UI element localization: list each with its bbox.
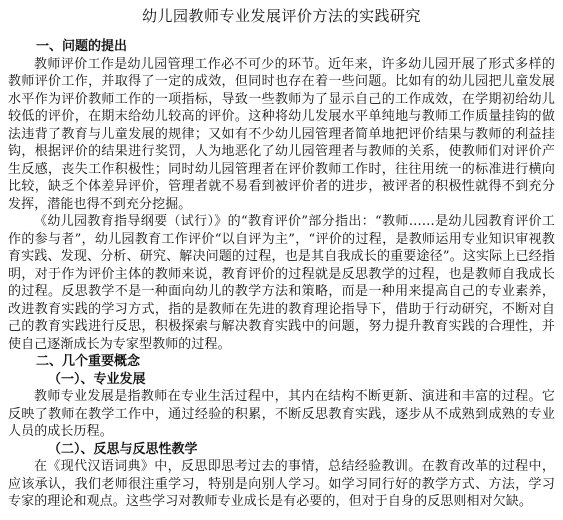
body-paragraph: 《幼儿园教育指导纲要（试行）》的“教育评价”部分指出：“教师……是幼儿园教育评价工作的参与者”，幼儿园教育工作评价“以自评为主”，“评价的过程，是教师运用专业知识审视教育实践、发现、分析、研究、解决问题的过程，也是其自我成长的重要途径”。这实际上已经指明，对于作为评价主体的教师来说，教育评价的过程就是反思教学的过程，也是教师自我成长的过程。反思教学不是一种面向幼儿的教学方法和策略，而是一种用来提高自己的专业素养，改进教育实践的学习方式，指的是教师在先进的教育理论指导下，借助于行动研究，不断对自己的教育实践进行反思，积极探索与解决教育实践中的问题，努力提升教育实践的合理性，并使自己逐渐成长为专家型教师的过程。 <box>8 214 555 352</box>
body-paragraph: 教师评价工作是幼儿园管理工作必不可少的环节。近年来，许多幼儿园开展了形式多样的教师评价工作，并取得了一定的成效，但同时也存在着一些问题。比如有的幼儿园把儿童发展水平作为评价教师工作的一项指标，导致一些教师为了显示自己的工作成效，在学期初给幼儿较低的评价，在期末给幼儿较高的评价。这种将幼儿发展水平单纯地与教师工作质量挂钩的做法违背了教育与儿童发展的规律；又如有不少幼儿园管理者简单地把评价结果与教师的利益挂钩，根据评价的结果进行奖罚，人为地恶化了幼儿园管理者与教师的关系，使教师们对评价产生反感，丧失工作积极性；同时幼儿园管理者在评价教师工作时，往往用统一的标准进行横向比较，缺乏个体差异评价，管理者就不易看到被评价者的进步，被评者的积极性就得不到充分发挥，潜能也得不到充分挖掘。 <box>8 56 555 212</box>
document-title: 幼儿园教师专业发展评价方法的实践研究 <box>141 7 421 25</box>
subsection-heading-reflection: （二）、反思与反思性教学 <box>48 441 198 457</box>
section-heading-concepts: 二、几个重要概念 <box>36 354 141 369</box>
body-paragraph: 教师专业发展是指教师在专业生活过程中，其内在结构不断更新、演进和丰富的过程。它反映了教师在教学工作中，通过经验的积累，不断反思教育实践，逐步从不成熟到成熟的专业人员的成长历程。 <box>8 389 555 439</box>
section-heading-problem: 一、问题的提出 <box>36 39 128 54</box>
body-paragraph: 在《现代汉语词典》中，反思即思考过去的事情，总结经验教训。在教育改革的过程中，应该承认，我们老师很注重学习，特别是向别人学习。如学习同行好的教学方式、方法，学习专家的理论和观点。这些学习对教师专业成长是有必要的，但对于自身的反思则相对欠缺。 <box>8 459 555 509</box>
subsection-heading-professional-development: （一）、专业发展 <box>48 371 146 387</box>
